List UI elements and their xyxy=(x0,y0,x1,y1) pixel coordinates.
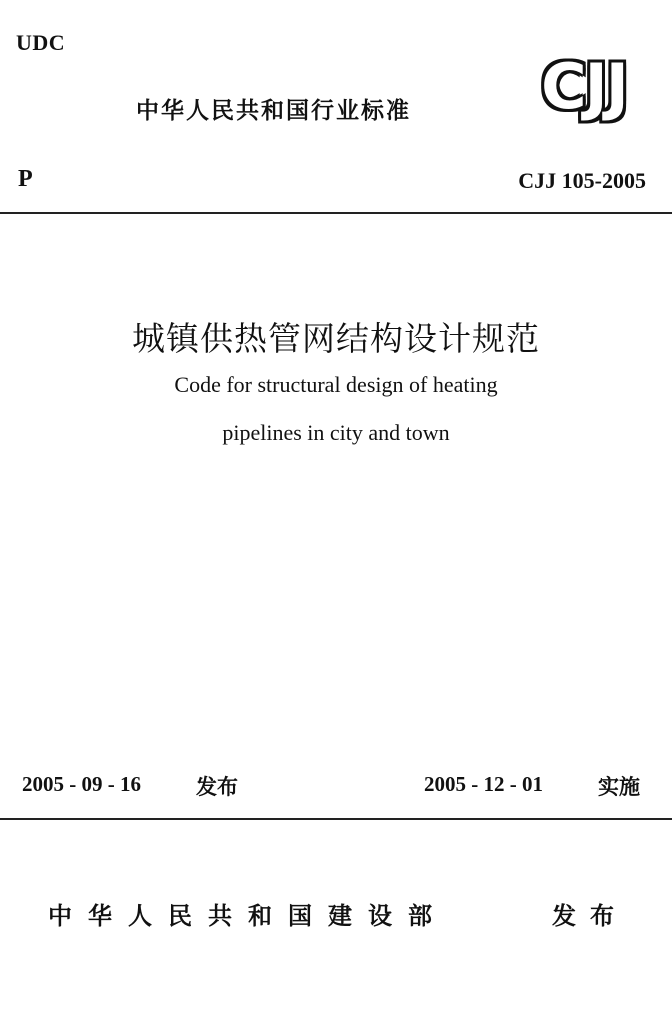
issue-date: 2005 - 09 - 16 xyxy=(22,772,141,796)
publisher-name: 中华人民共和国建设部 xyxy=(48,902,448,930)
category-letter: P xyxy=(18,166,33,192)
document-title-english-line1: Code for structural design of heating xyxy=(174,372,498,397)
implementation-label: 实施 xyxy=(598,775,640,799)
document-title-english-line2: pipelines in city and town xyxy=(222,420,450,445)
standard-number: CJJ 105-2005 xyxy=(518,168,646,193)
cjj-logo xyxy=(514,50,654,123)
issue-label: 发布 xyxy=(196,775,238,799)
cjj-logo-text: CJJ xyxy=(541,50,627,123)
top-divider xyxy=(0,212,672,214)
bottom-divider xyxy=(0,818,672,820)
implementation-date: 2005 - 12 - 01 xyxy=(424,772,543,796)
publish-label: 发布 xyxy=(552,902,628,930)
udc-label: UDC xyxy=(16,30,66,55)
standard-type-title: 中华人民共和国行业标准 xyxy=(136,98,411,124)
document-title-chinese: 城镇供热管网结构设计规范 xyxy=(132,319,540,358)
